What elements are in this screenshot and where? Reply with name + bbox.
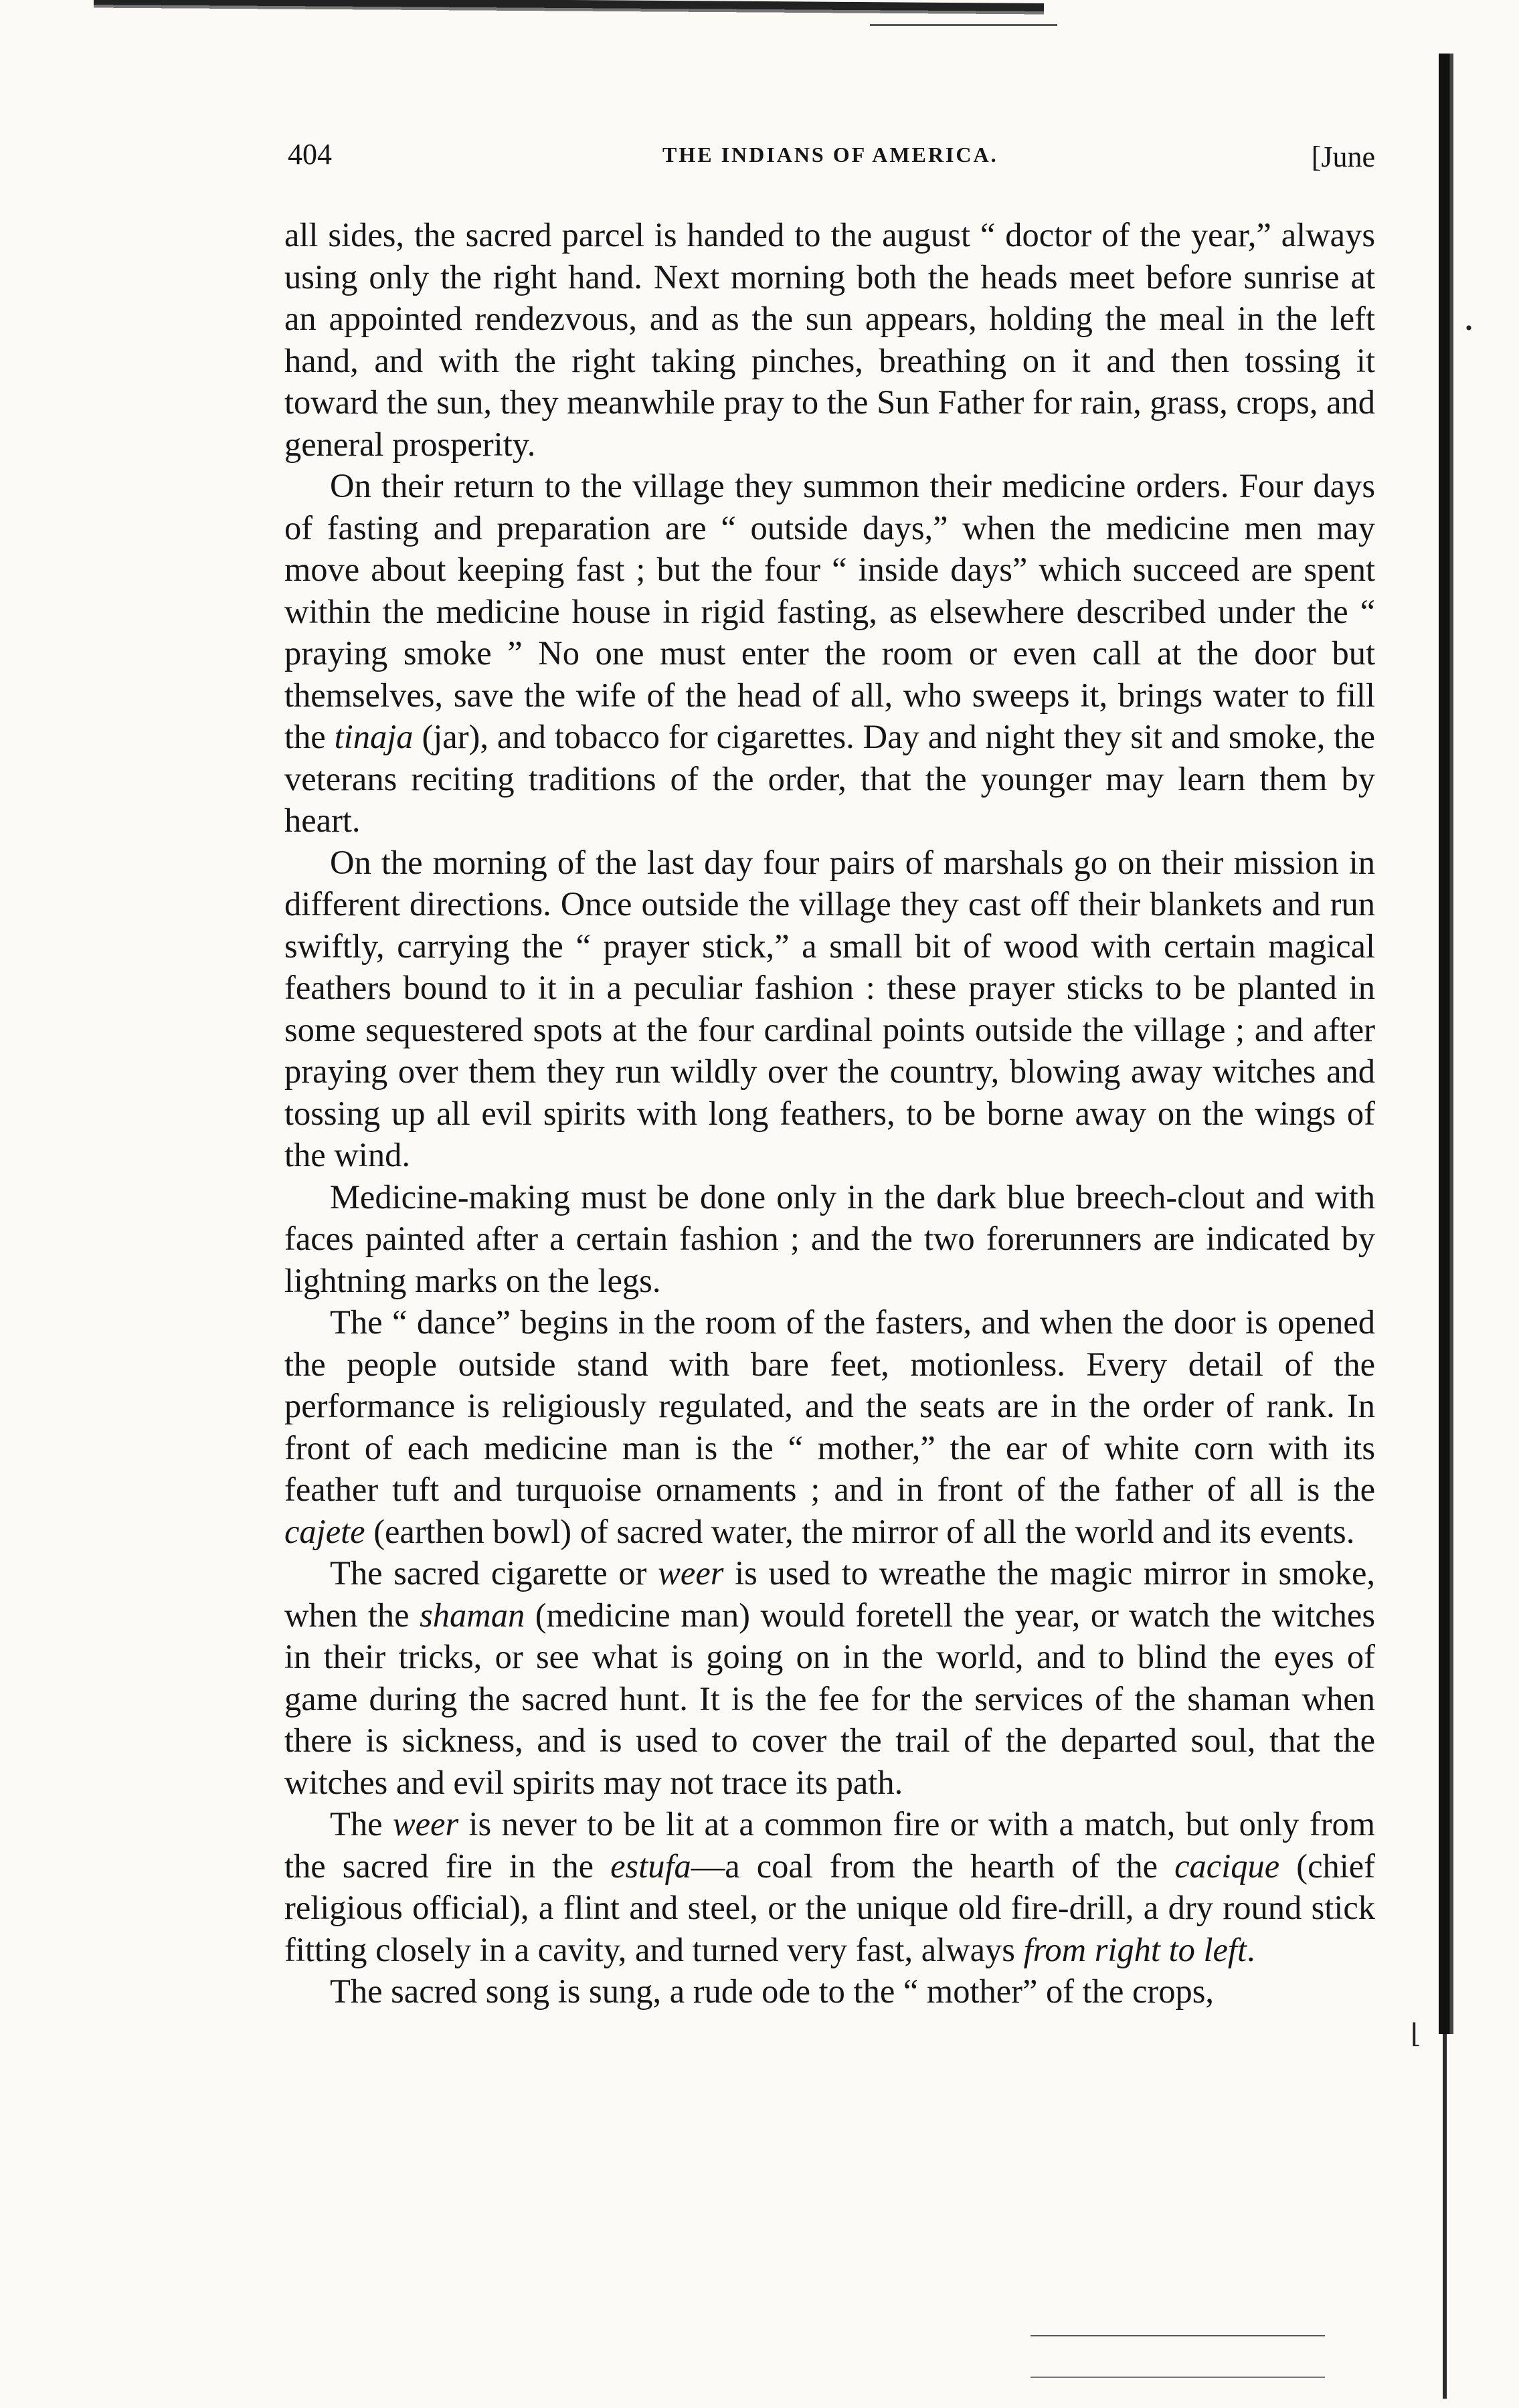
top-scan-rule	[94, 0, 1044, 23]
paragraph-6: The sacred cigarette or weer is used to wreathe the magic mirror in smoke, when the shaman (medicine man) would foretell the year, or watch the witches in their tricks, or see what is going on in the world, and to blind the eyes of game during the sacred hunt. It is the fee for the services of the shaman when there is sickness, and is used to cover the trail of the departed soul, that the witches and evil spirits may not trace its path.	[284, 1554, 1375, 1801]
header-date: [June	[1311, 141, 1375, 173]
paragraph-2: On their return to the village they summon their medicine orders. Four days of fasting and preparation are “ outside days,” when the medicine men may move about keeping fast ; but the four “ inside days” which succeed are spent within the medicine house in rigid fasting, as elsewhere described under the “ praying smoke ” No one must enter the room or even call at the door but themselves, save the wife of the head of all, who sweeps it, brings water to fill the tinaja (jar), and tobacco for cigarettes. Day and night they sit and smoke, the veterans reciting traditions of the order, that the younger may learn them by heart.	[284, 467, 1375, 839]
edge-speck-mark: ·	[1462, 306, 1476, 350]
paragraph-5: The “ dance” begins in the room of the fasters, and when the door is opened the people outside stand with bare feet, motionless. Every detail of the performance is religiously regulated, and the seats are in the order of rank. In front of each medicine man is the “ mother,” the ear of white corn with its feather tuft and turquoise ornaments ; and in front of the father of all is the cajete (earthen bowl) of sacred water, the mirror of all the world and its events.	[284, 1303, 1375, 1550]
binding-edge-bar-lower	[1443, 2034, 1447, 2399]
top-scan-rule-tail	[870, 24, 1057, 26]
paragraph-1: all sides, the sacred parcel is handed to the august “ doctor of the year,” always using only the right hand. Next morning both the heads meet before sunrise at an appointed rendezvous, and as the sun appears, holding the meal in the left hand, and with the right taking pinches, breathing on it and then tossing it toward the sun, they meanwhile pray to the Sun Father for rain, grass, crops, and general prosperity.	[284, 216, 1375, 463]
running-title: THE INDIANS OF AMERICA.	[662, 143, 998, 167]
page-number: 404	[288, 138, 332, 171]
bottom-scan-lines	[1031, 2335, 1325, 2378]
binding-edge-bar	[1439, 54, 1453, 2034]
paragraph-4: Medicine-making must be done only in the dark blue breech-clout and with faces painted after a certain fashion ; and the two forerunners are indicated by lightning marks on the legs.	[284, 1178, 1375, 1299]
paragraph-8: The sacred song is sung, a rude ode to the “ mother” of the crops,	[330, 1972, 1215, 2010]
page-header	[288, 137, 1375, 177]
paragraph-3: On the morning of the last day four pairs of marshals go on their mission in different directions. Once outside the village they cast off their blankets and run swiftly, carrying the “ prayer stick,” a small bit of wood with certain magical feathers bound to it in a peculiar fashion : these prayer sticks to be planted in some sequestered spots at the four cardinal points outside the village ; and after praying over them they run wildly over the country, blowing away witches and tossing up all evil spirits with long feathers, to be borne away on the wings of the wind.	[284, 843, 1375, 1174]
page-body	[284, 214, 1375, 2013]
paragraph-7: The weer is never to be lit at a common fire or with a match, but only from the sacred fire in the estufa—a coal from the hearth of the cacique (chief religious official), a flint and steel, or the unique old fire-drill, a dry round stick fitting closely in a cavity, and turned very fast, always from right to left.	[284, 1805, 1376, 1968]
edge-bracket-mark: ⌊	[1411, 2019, 1421, 2049]
